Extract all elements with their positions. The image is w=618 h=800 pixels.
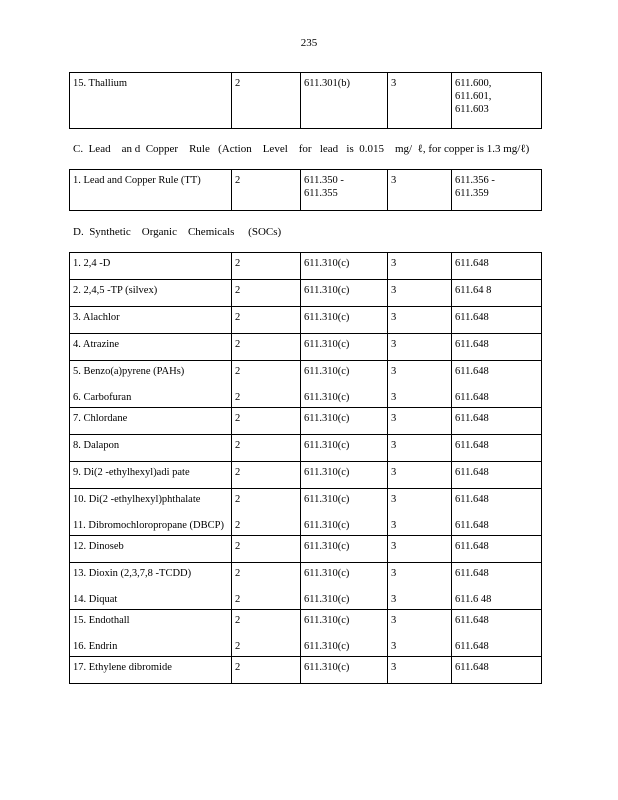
table-row xyxy=(70,334,542,361)
sampling-cell xyxy=(301,610,388,657)
contaminant-cell: 4. Atrazine xyxy=(70,334,232,361)
sub-row-text: 611.310(c) xyxy=(304,594,350,605)
reference-cell xyxy=(452,610,542,657)
reporting-cell: 3 xyxy=(388,462,452,489)
cell-line: 611.356 - xyxy=(455,175,495,186)
contaminant-cell: 7. Chlordane xyxy=(70,408,232,435)
table-row xyxy=(70,170,542,211)
page-number: 235 xyxy=(300,37,318,49)
table-row xyxy=(70,435,542,462)
reporting-cell: 3 xyxy=(388,435,452,462)
reporting-cell: 3 xyxy=(388,408,452,435)
mcl-cell: 2 xyxy=(232,435,301,462)
mcl-cell: 2 xyxy=(232,334,301,361)
sub-row-text: 611.310(c) xyxy=(304,494,350,505)
reference-cell: 611.648 xyxy=(452,334,542,361)
reference-cell xyxy=(452,170,542,211)
table-row xyxy=(70,73,542,129)
reporting-cell: 3 xyxy=(388,253,452,280)
table-row xyxy=(70,536,542,563)
sub-row-text: 15. Endothall xyxy=(73,615,130,626)
contaminant-cell xyxy=(70,361,232,408)
sampling-cell: 611.310(c) xyxy=(301,307,388,334)
mcl-cell xyxy=(232,563,301,610)
reference-cell: 611.648 xyxy=(452,536,542,563)
sub-row-text: 611.6 48 xyxy=(455,594,492,605)
mcl-cell: 2 xyxy=(232,253,301,280)
sub-row-text: 2 xyxy=(235,568,241,579)
reporting-cell xyxy=(388,610,452,657)
mcl-cell: 2 xyxy=(232,280,301,307)
sub-row-text: 3 xyxy=(391,568,397,579)
sub-row-text: 611.310(c) xyxy=(304,641,350,652)
sub-row-text: 11. Dibromochloropropane (DBCP) xyxy=(73,520,224,531)
sub-row-text: 2 xyxy=(235,392,241,403)
contaminant-cell xyxy=(70,563,232,610)
reporting-cell: 3 xyxy=(388,170,452,211)
sub-row-text: 611.648 xyxy=(455,392,489,403)
mcl-cell xyxy=(232,489,301,536)
sub-row-text: 3 xyxy=(391,520,397,531)
mcl-cell xyxy=(232,361,301,408)
sampling-cell: 611.310(c) xyxy=(301,462,388,489)
reference-cell xyxy=(452,489,542,536)
sub-row-text: 611.648 xyxy=(455,568,489,579)
sampling-cell: 611.310(c) xyxy=(301,280,388,307)
sub-row-text: 2 xyxy=(235,641,241,652)
reporting-cell: 3 xyxy=(388,334,452,361)
sub-row-text: 611.648 xyxy=(455,520,489,531)
cell-line: 611.601, xyxy=(455,91,492,102)
reporting-cell: 3 xyxy=(388,280,452,307)
table-row xyxy=(70,307,542,334)
cell-line: 611.600, xyxy=(455,78,492,89)
soc-table xyxy=(69,252,542,684)
sub-row-text: 3 xyxy=(391,392,397,403)
section-d-heading: D. Synthetic Organic Chemicals (SOCs) xyxy=(73,226,282,238)
section-c-heading: C. Lead an d Copper Rule (Action Level for lead is 0.015 mg/ ℓ, for copper is 1.3 mg/ℓ) xyxy=(73,143,530,155)
mcl-cell: 2 xyxy=(232,657,301,684)
mcl-cell: 2 xyxy=(232,462,301,489)
sub-row-text: 611.310(c) xyxy=(304,520,350,531)
mcl-cell: 2 xyxy=(232,307,301,334)
sub-row-text: 14. Diquat xyxy=(73,594,118,605)
reference-cell: 611.648 xyxy=(452,408,542,435)
contaminant-cell: 8. Dalapon xyxy=(70,435,232,462)
sampling-cell xyxy=(301,489,388,536)
thallium-table xyxy=(69,72,542,129)
contaminant-cell: 17. Ethylene dibromide xyxy=(70,657,232,684)
contaminant-cell: 15. Thallium xyxy=(70,73,232,129)
sub-row-text: 611.648 xyxy=(455,494,489,505)
reporting-cell xyxy=(388,489,452,536)
sub-row-text: 3 xyxy=(391,594,397,605)
sub-row-text: 3 xyxy=(391,615,397,626)
sampling-cell xyxy=(301,170,388,211)
sampling-cell: 611.310(c) xyxy=(301,536,388,563)
sampling-cell: 611.310(c) xyxy=(301,657,388,684)
sub-row-text: 10. Di(2 -ethylhexyl)phthalate xyxy=(73,494,201,505)
sub-row-text: 611.310(c) xyxy=(304,392,350,403)
sub-row-text: 2 xyxy=(235,494,241,505)
reference-cell xyxy=(452,73,542,129)
cell-line: 611.603 xyxy=(455,104,489,115)
sub-row-text: 6. Carbofuran xyxy=(73,392,132,403)
contaminant-cell: 12. Dinoseb xyxy=(70,536,232,563)
cell-line: 611.355 xyxy=(304,188,338,199)
contaminant-cell: 3. Alachlor xyxy=(70,307,232,334)
contaminant-cell: 9. Di(2 -ethylhexyl)adi pate xyxy=(70,462,232,489)
sampling-cell: 611.310(c) xyxy=(301,253,388,280)
reference-cell: 611.648 xyxy=(452,435,542,462)
lead-copper-table xyxy=(69,169,542,211)
reference-cell: 611.648 xyxy=(452,657,542,684)
sub-row-text: 611.648 xyxy=(455,641,489,652)
reporting-cell: 3 xyxy=(388,73,452,129)
sub-row-text: 2 xyxy=(235,366,241,377)
sub-row-text: 611.648 xyxy=(455,366,489,377)
contaminant-cell xyxy=(70,489,232,536)
reference-cell: 611.648 xyxy=(452,307,542,334)
table-row xyxy=(70,462,542,489)
contaminant-cell: 2. 2,4,5 -TP (silvex) xyxy=(70,280,232,307)
sub-row-text: 2 xyxy=(235,615,241,626)
sampling-cell: 611.310(c) xyxy=(301,408,388,435)
table-row xyxy=(70,280,542,307)
sub-row-text: 611.648 xyxy=(455,615,489,626)
mcl-cell: 2 xyxy=(232,408,301,435)
sampling-cell: 611.310(c) xyxy=(301,334,388,361)
sub-row-text: 3 xyxy=(391,494,397,505)
mcl-cell: 2 xyxy=(232,73,301,129)
reporting-cell xyxy=(388,361,452,408)
reference-cell: 611.64 8 xyxy=(452,280,542,307)
table-row xyxy=(70,408,542,435)
mcl-cell: 2 xyxy=(232,536,301,563)
mcl-cell: 2 xyxy=(232,170,301,211)
table-row xyxy=(70,253,542,280)
contaminant-cell xyxy=(70,610,232,657)
reference-cell xyxy=(452,361,542,408)
table-row xyxy=(70,361,542,408)
mcl-cell xyxy=(232,610,301,657)
sub-row-text: 2 xyxy=(235,594,241,605)
sampling-cell xyxy=(301,563,388,610)
reference-cell: 611.648 xyxy=(452,462,542,489)
table-row xyxy=(70,657,542,684)
contaminant-cell: 1. Lead and Copper Rule (TT) xyxy=(70,170,232,211)
cell-line: 611.359 xyxy=(455,188,489,199)
table-row xyxy=(70,563,542,610)
sub-row-text: 611.310(c) xyxy=(304,366,350,377)
sub-row-text: 5. Benzo(a)pyrene (PAHs) xyxy=(73,366,185,377)
sampling-cell: 611.310(c) xyxy=(301,435,388,462)
reference-cell: 611.648 xyxy=(452,253,542,280)
sub-row-text: 3 xyxy=(391,366,397,377)
reporting-cell: 3 xyxy=(388,307,452,334)
sub-row-text: 611.310(c) xyxy=(304,568,350,579)
sub-row-text: 16. Endrin xyxy=(73,641,118,652)
reporting-cell: 3 xyxy=(388,536,452,563)
reference-cell xyxy=(452,563,542,610)
reporting-cell: 3 xyxy=(388,657,452,684)
cell-line: 611.350 - xyxy=(304,175,344,186)
sub-row-text: 2 xyxy=(235,520,241,531)
sampling-cell: 611.301(b) xyxy=(301,73,388,129)
sub-row-text: 3 xyxy=(391,641,397,652)
sampling-cell xyxy=(301,361,388,408)
contaminant-cell: 1. 2,4 -D xyxy=(70,253,232,280)
reporting-cell xyxy=(388,563,452,610)
table-row xyxy=(70,610,542,657)
table-row xyxy=(70,489,542,536)
sub-row-text: 611.310(c) xyxy=(304,615,350,626)
sub-row-text: 13. Dioxin (2,3,7,8 -TCDD) xyxy=(73,568,192,579)
